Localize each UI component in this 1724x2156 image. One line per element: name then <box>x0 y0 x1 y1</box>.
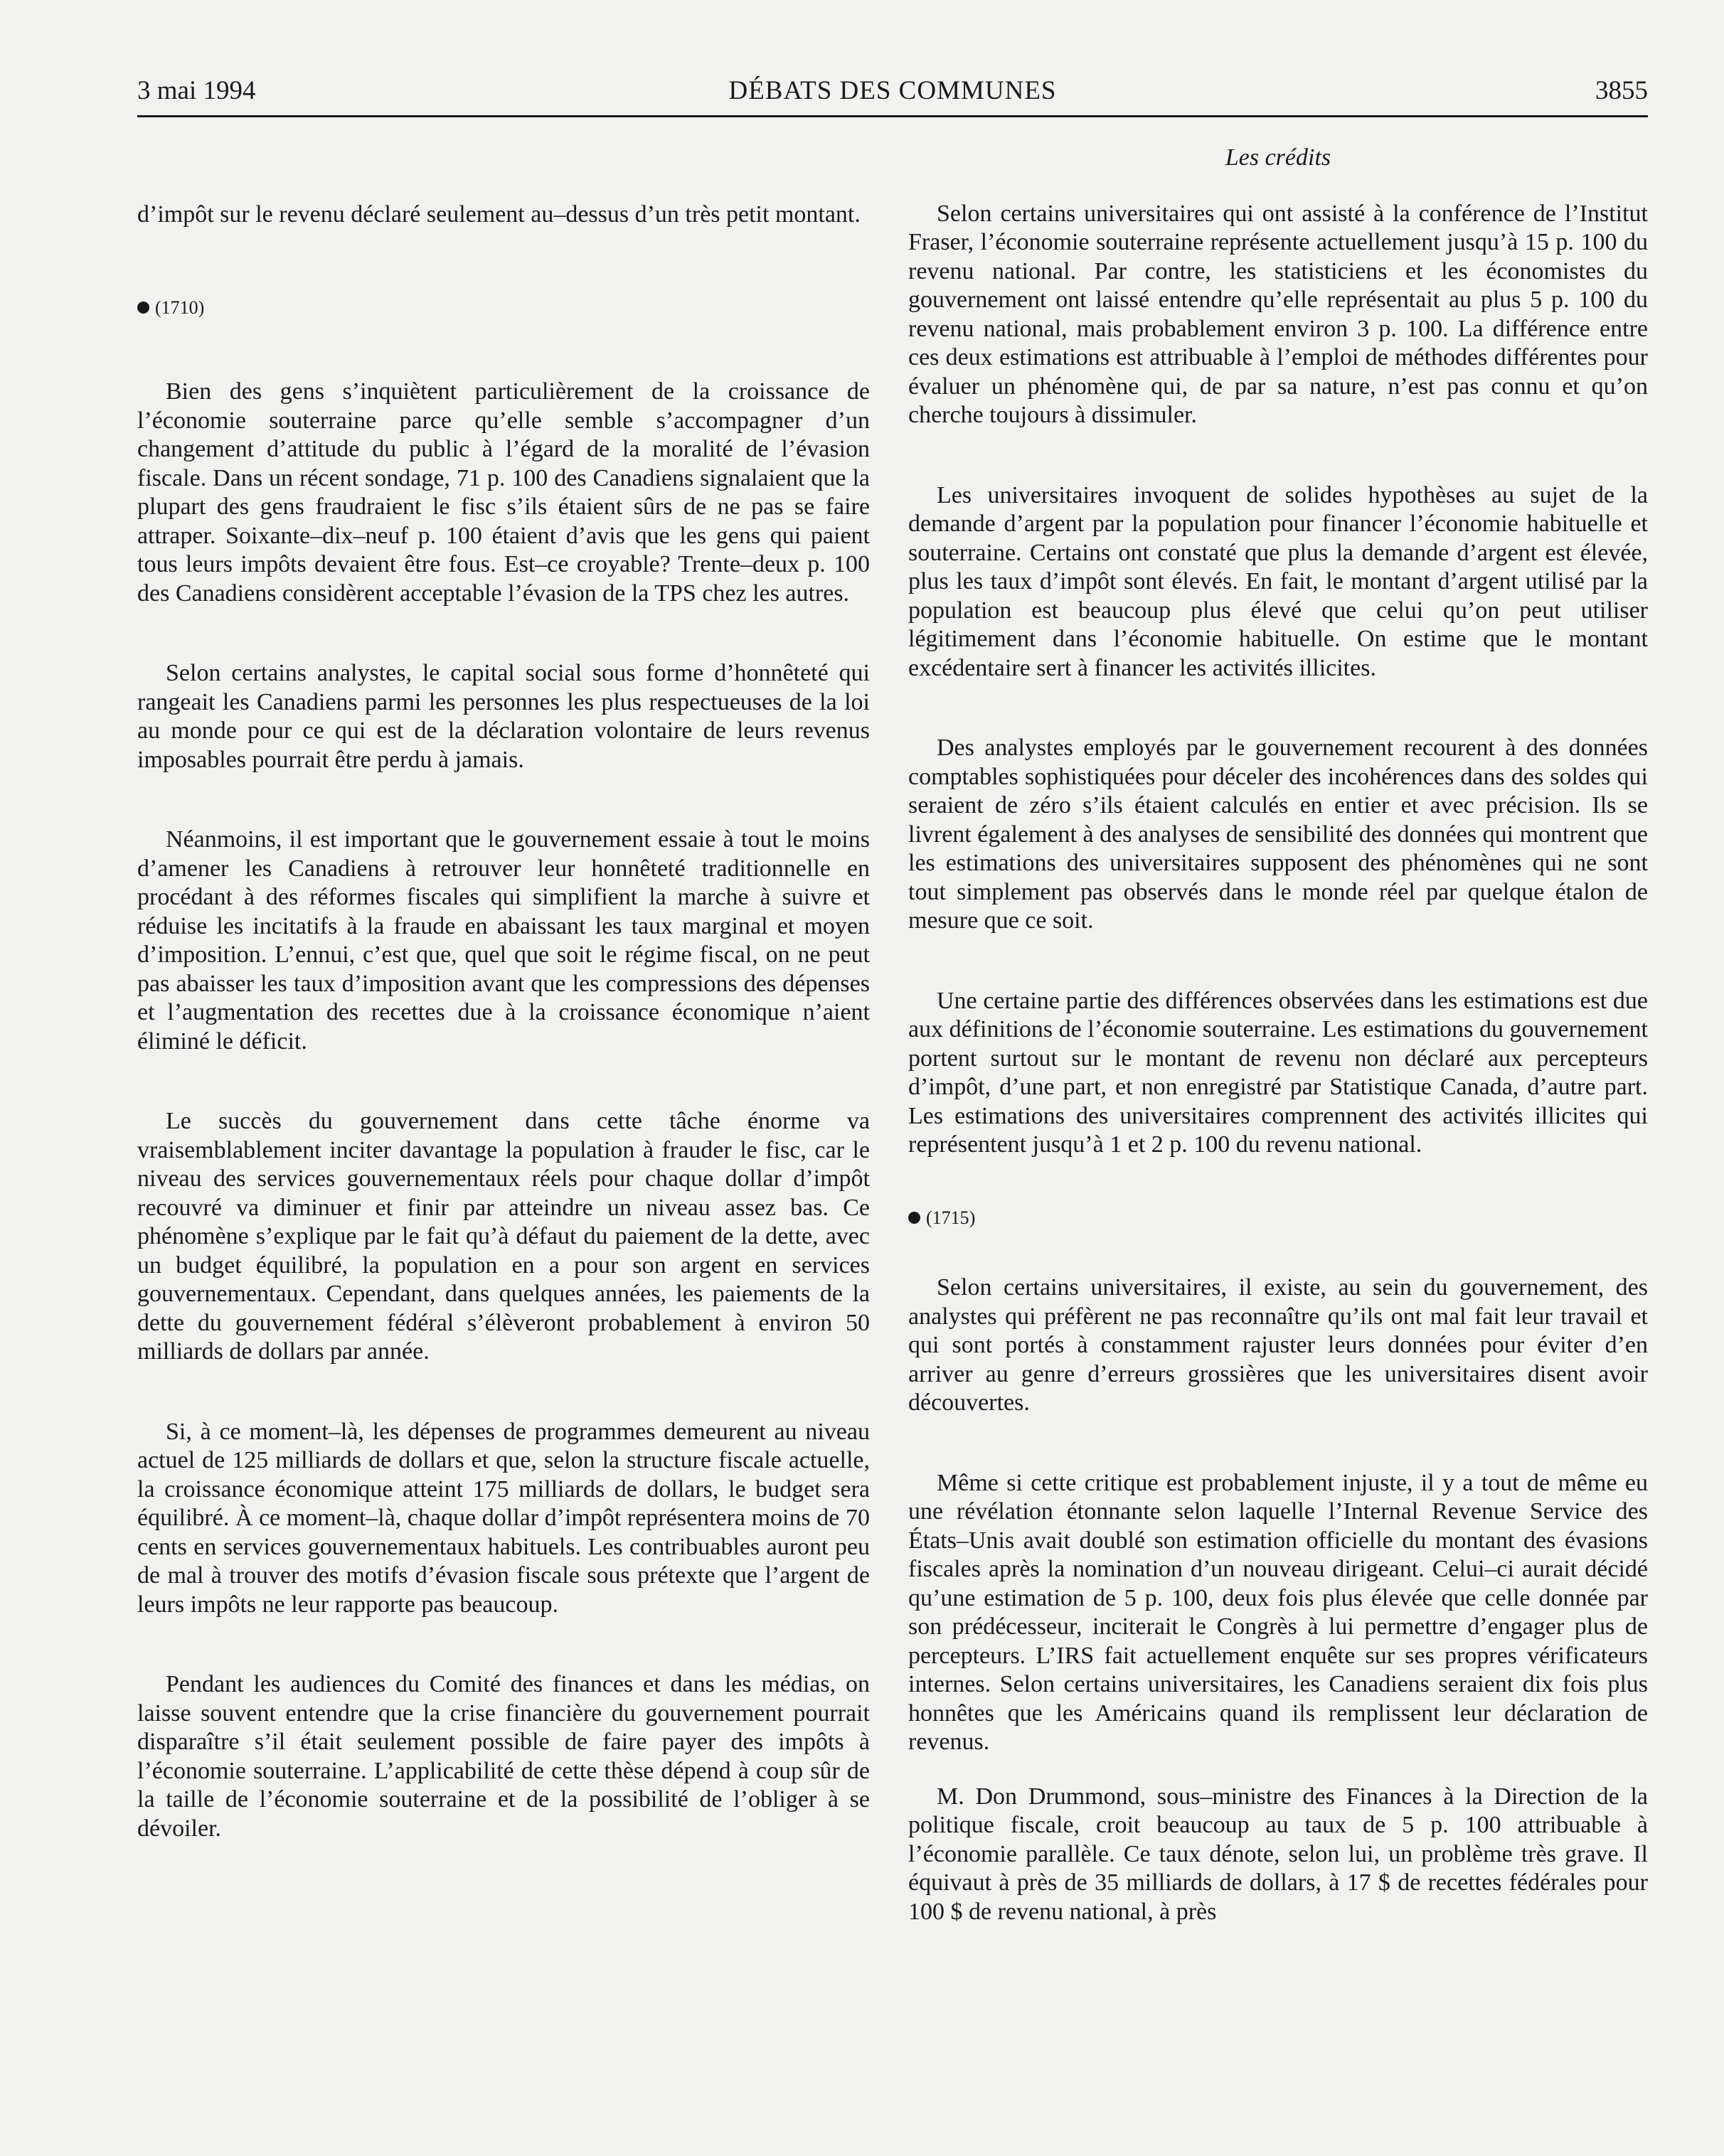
time-marker-label: (1710) <box>155 297 205 318</box>
left-column <box>137 201 870 1843</box>
header-page-number: 3855 <box>1595 76 1648 105</box>
bullet-icon <box>908 1212 920 1224</box>
right-paragraph-4: Une certaine partie des différences observées dans les estimations est due aux définitions de l’économie souterraine. Les estimations du gouvernement portent surtout sur le montant de revenu non déclaré aux percepteurs d’impôt, d’une part, et non enregistré par Statistique Canada, d’autre part. Les estimations des universitaires comprennent des activités illicites qui représentent jusqu’à 1 et 2 p. 100 du revenu national. <box>908 987 1648 1158</box>
left-paragraph-1: Bien des gens s’inquiètent particulièrement de la croissance de l’économie souterraine parce qu’elle semble s’accompagner d’un changement d’attitude du public à l’égard de la moralité de l’évasion fiscale. Dans un récent sondage, 71 p. 100 des Canadiens signalaient que la plupart des gens fraudraient le fisc s’ils étaient sûrs de ne pas se faire attraper. Soixante–dix–neuf p. 100 étaient d’avis que les gens qui paient tous leurs impôts devaient être fous. Est–ce croyable? Trente–deux p. 100 des Canadiens considèrent acceptable l’évasion de la TPS chez les autres. <box>137 378 870 607</box>
right-paragraph-2: Les universitaires invoquent de solides hypothèses au sujet de la demande d’argent par la population pour financer l’économie habituelle et souterraine. Certains ont constaté que plus la demande d’argent est élevée, plus les taux d’impôt sont élevés. En fait, le montant d’argent utilisé par la population est beaucoup plus élevé que celui qu’on peut utiliser légitimement dans l’économie habituelle. On estime que le montant excédentaire sert à financer les activités illicites. <box>908 481 1648 681</box>
left-paragraph-2: Selon certains analystes, le capital social sous forme d’honnêteté qui rangeait les Canadiens parmi les personnes les plus respectueuses de la loi au monde pour ce qui est de la déclaration volontaire de leurs revenus imposables pourrait être perdu à jamais. <box>137 660 870 773</box>
page-header <box>137 75 1648 118</box>
right-paragraph-6: Même si cette critique est probablement injuste, il y a tout de même eu une révélation étonnante selon laquelle l’Internal Revenue Service des États–Unis avait doublé son estimation officielle du montant des évasions fiscales après la nomination d’un nouveau dirigeant. Celui–ci aurait décidé qu’une estimation de 5 p. 100, deux fois plus élevée que celle donnée par son prédécesseur, inciterait le Congrès à lui permettre d’engager plus de percepteurs. L’IRS fait actuellement enquête sur ses propres vérificateurs internes. Selon certains universitaires, les Canadiens seraient dix fois plus honnêtes que les Américains quand ils remplissent leur déclaration de revenus. <box>908 1469 1648 1755</box>
section-heading: Les crédits <box>1225 144 1331 171</box>
bullet-icon <box>137 301 149 314</box>
right-paragraph-5: Selon certains universitaires, il existe, au sein du gouvernement, des analystes qui préfèrent ne pas reconnaître qu’ils ont mal fait leur travail et qui sont portés à constamment rajuster leurs données pour éviter d’en arriver au genre d’erreurs grossières que les universitaires disent avoir découvertes. <box>908 1274 1648 1416</box>
left-paragraph-4: Le succès du gouvernement dans cette tâche énorme va vraisemblablement inciter davantage la population à frauder le fisc, car le niveau des services gouvernementaux réels pour chaque dollar d’impôt recouvré va diminuer et finir par atteindre un niveau assez bas. Ce phénomène s’explique par le fait qu’à défaut du paiement de la dette, avec un budget équilibré, la population en a pour son argent en services gouvernementaux. Cependant, dans quelques années, les paiements de la dette du gouvernement fédéral s’élèveront probablement à environ 50 milliards de dollars par année. <box>137 1108 870 1365</box>
header-date: 3 mai 1994 <box>137 76 256 105</box>
time-marker-1715 <box>908 1204 1648 1233</box>
left-paragraph-5: Si, à ce moment–là, les dépenses de programmes demeurent au niveau actuel de 125 milliards de dollars et que, selon la structure fiscale actuelle, la croissance économique atteint 175 milliards de dollars, le budget sera équilibré. À ce moment–là, chaque dollar d’impôt représentera moins de 70 cents en services gouvernementaux habituels. Les contribuables auront peu de mal à trouver des motifs d’évasion fiscale sous prétexte que l’argent de leurs impôts ne leur rapporte pas beaucoup. <box>137 1418 870 1618</box>
right-paragraph-7: M. Don Drummond, sous–ministre des Finances à la Direction de la politique fiscale, croit beaucoup au taux de 5 p. 100 attribuable à l’économie parallèle. Ce taux dénote, selon lui, un problème très grave. Il équivaut à près de 35 milliards de dollars, à 17 $ de recettes fédérales pour 100 $ de revenu national, à près <box>908 1783 1648 1925</box>
left-paragraph-0: d’impôt sur le revenu déclaré seulement au–dessus d’un très petit montant. <box>137 201 861 228</box>
header-rule <box>137 115 1648 117</box>
right-paragraph-1: Selon certains universitaires qui ont assisté à la conférence de l’Institut Fraser, l’économie souterraine représente actuellement jusqu’à 15 p. 100 du revenu national. Par contre, les statisticiens et les économistes du gouvernement ont laissé entendre qu’elle représentait au plus 5 p. 100 du revenu national, mais probablement environ 3 p. 100. La différence entre ces deux estimations est attribuable à l’emploi de méthodes différentes pour évaluer un phénomène qui, de par sa nature, n’est pas connu et qu’on cherche toujours à dissimuler. <box>908 200 1648 428</box>
right-column <box>908 144 1648 1926</box>
left-paragraph-3: Néanmoins, il est important que le gouvernement essaie à tout le moins d’amener les Canadiens à retrouver leur honnêteté traditionnelle en procédant à des réformes fiscales qui simplifient la marche à suivre et réduise les incitatifs à la fraude en abaissant les taux marginal et moyen d’imposition. L’ennui, c’est que, quel que soit le régime fiscal, on ne peut pas abaisser les taux d’imposition avant que les compressions des dépenses et l’augmentation des recettes due à la croissance économique n’aient éliminé le déficit. <box>137 826 870 1055</box>
right-paragraph-3: Des analystes employés par le gouvernement recourent à des données comptables sophistiquées pour déceler des incohérences dans des soldes qui seraient de zéro s’ils étaient calculés en entier et avec précision. Ils se livrent également à des analyses de sensibilité des données qui montrent que les estimations des universitaires supposent des phénomènes qui ne sont tout simplement pas observés dans le monde réel par quelque étalon de mesure que ce soit. <box>908 735 1648 934</box>
time-marker-1710 <box>137 294 870 323</box>
header-title: DÉBATS DES COMMUNES <box>728 76 1057 105</box>
left-paragraph-6: Pendant les audiences du Comité des finances et dans les médias, on laisse souvent entendre que la crise financière du gouvernement pourrait disparaître s’il était seulement possible de faire payer des impôts à l’économie souterraine. L’applicabilité de cette thèse dépend à coup sûr de la taille de l’économie souterraine et de la possibilité de l’obliger à se dévoiler. <box>137 1671 870 1842</box>
time-marker-label: (1715) <box>926 1207 976 1228</box>
